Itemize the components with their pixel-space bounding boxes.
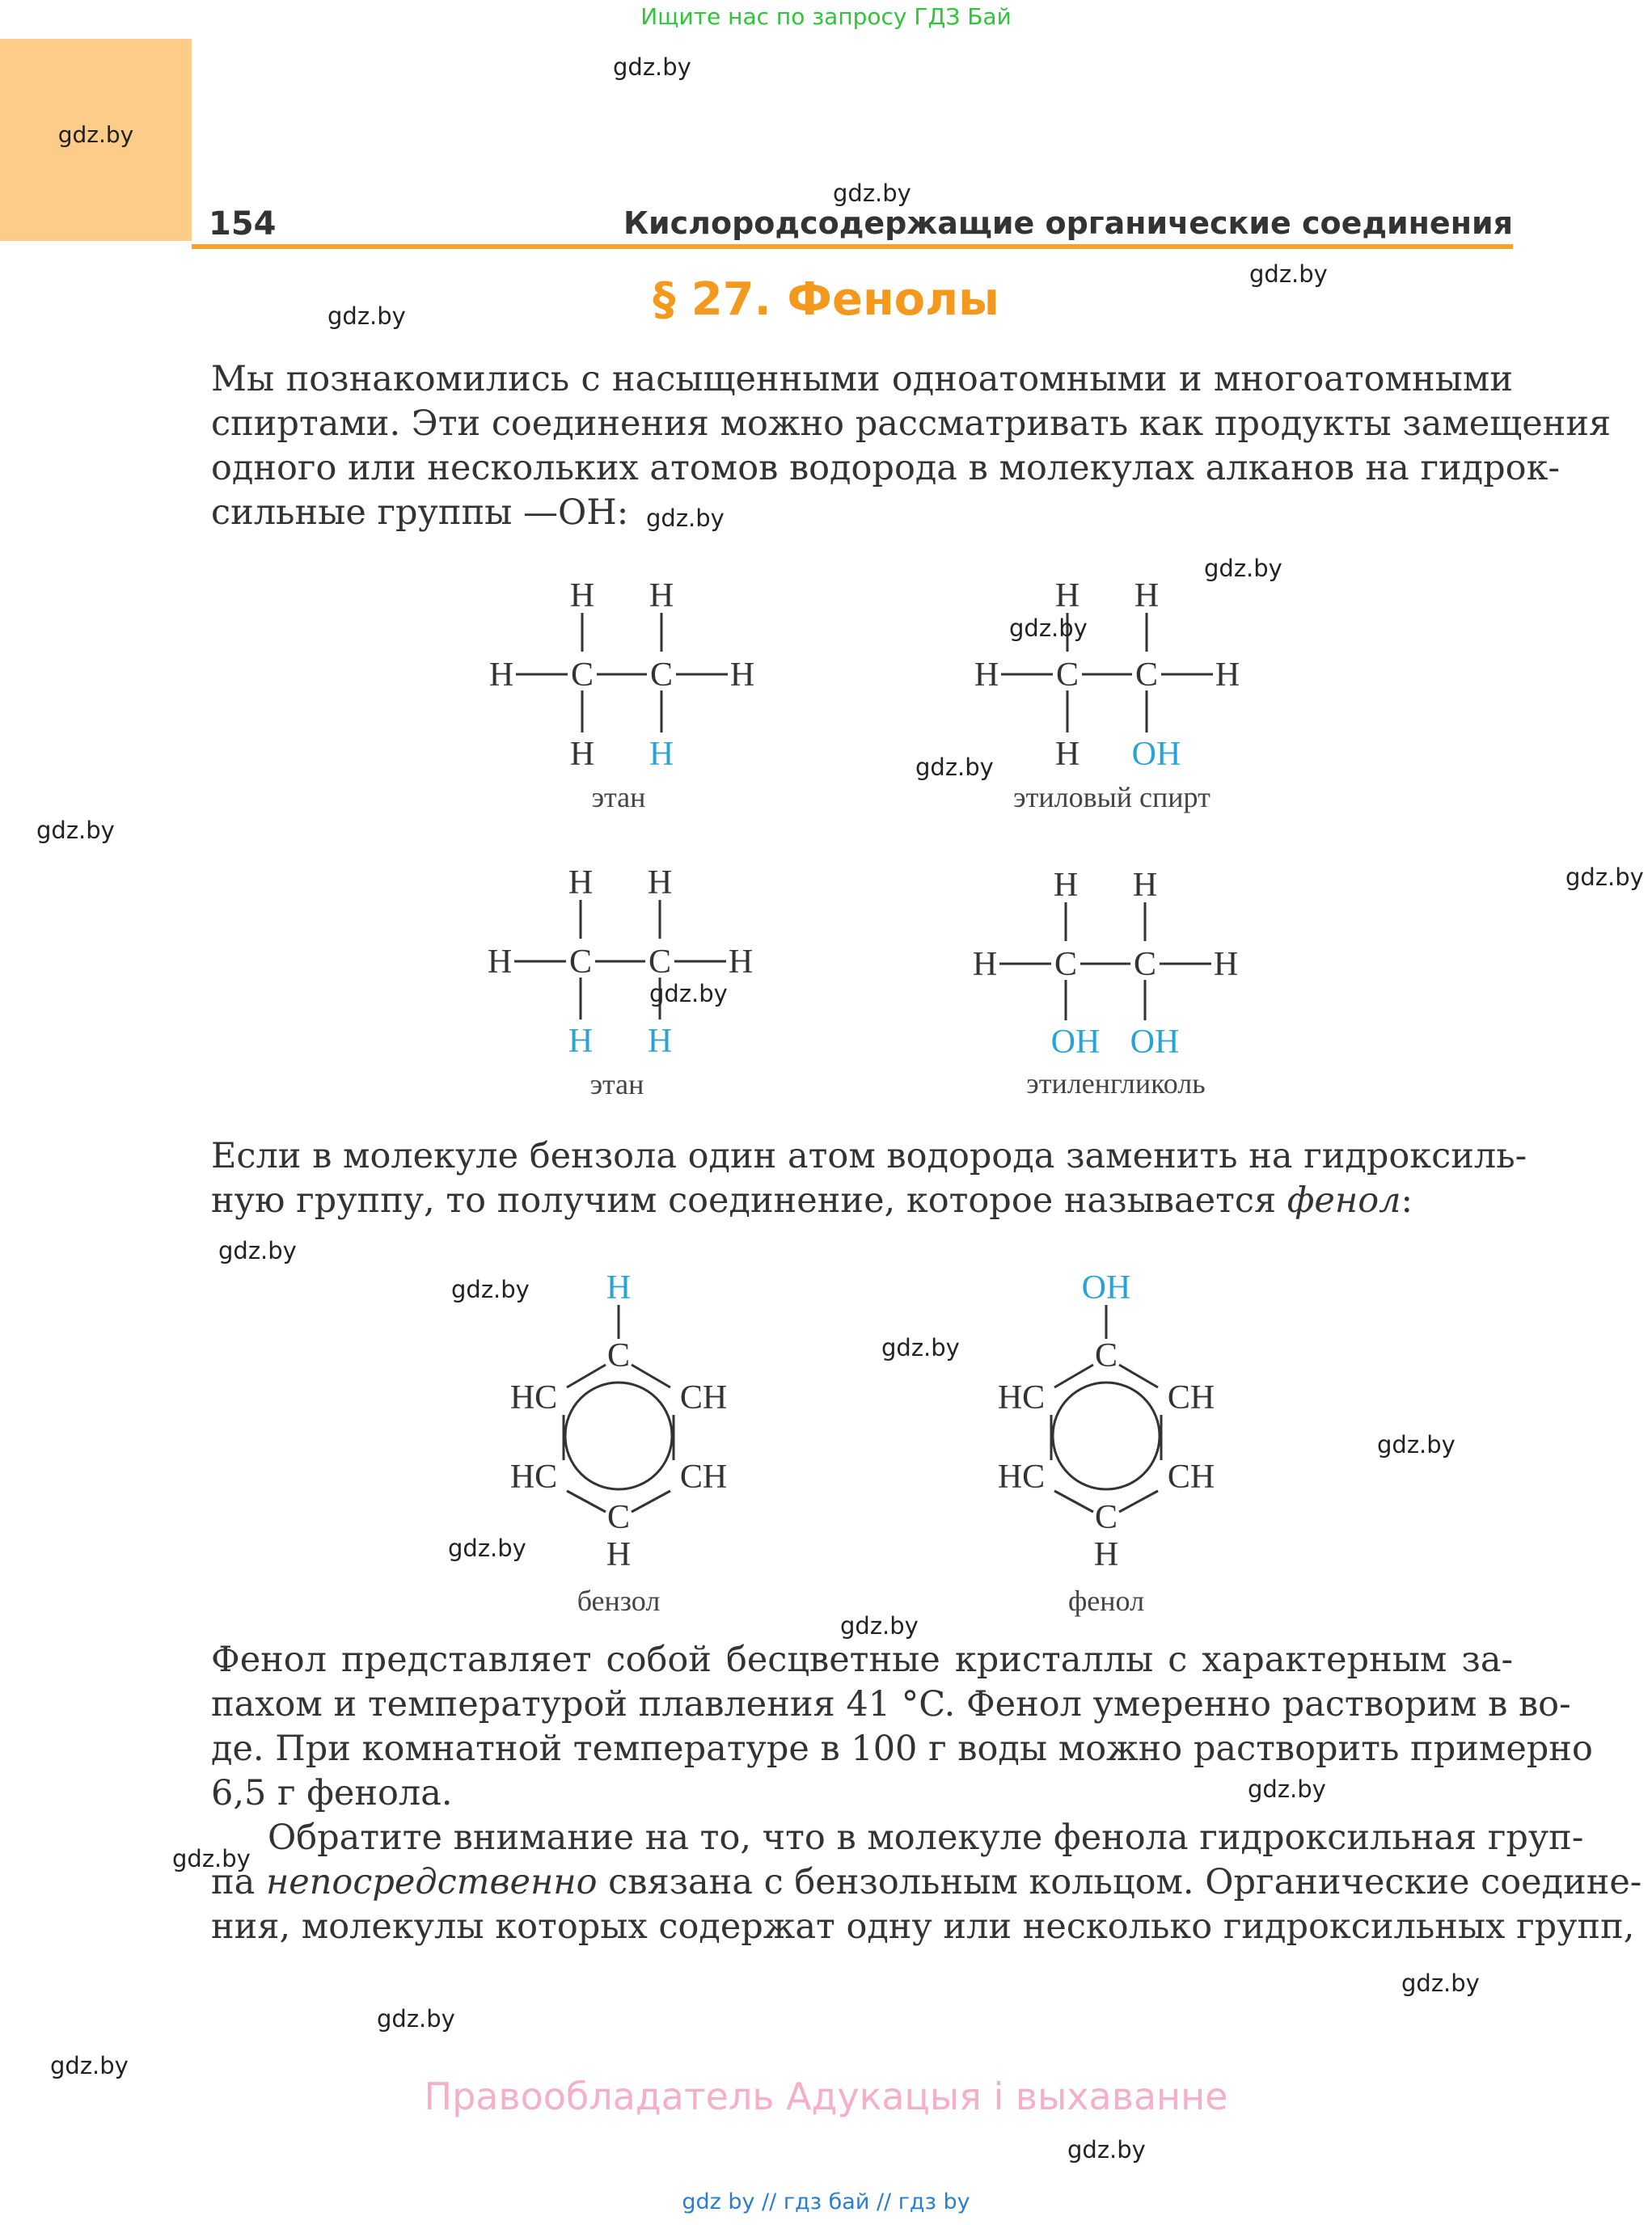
atom-c: C [606,1499,631,1536]
ethane-structure-1 [477,566,768,817]
watermark: gdz.by [50,2052,129,2079]
watermark: gdz.by [646,505,725,532]
text-segment: : [1401,1180,1413,1221]
watermark: gdz.by [1401,1970,1480,1997]
watermark: gdz.by [172,1845,251,1872]
atom-h: H [1132,867,1158,904]
atom-h: H [1215,657,1240,694]
group-ch: CH [1167,1459,1215,1496]
atom-h: H [569,577,595,614]
atom-c: C [1134,657,1159,694]
phenol-structure [985,1261,1227,1617]
atom-h: H [729,657,755,694]
watermark: gdz.by [915,754,994,781]
corner-watermark: gdz.by [57,121,134,148]
atom-c: C [568,944,593,981]
watermark: gdz.by [1204,555,1282,582]
watermark: gdz.by [840,1612,919,1640]
group-hc: HC [509,1459,558,1496]
text-segment: па [211,1862,266,1902]
group-oh: OH [1131,736,1181,773]
text-line [211,1179,1513,1223]
atom-h: H [647,864,673,901]
atom-h: H [649,577,674,614]
atom-c: C [1094,1499,1118,1536]
atom-h: H [569,736,595,773]
caption-ethanol: этиловый спирт [1013,781,1210,813]
bottom-links[interactable]: gdz by // гдз бай // гдз by [682,2189,970,2214]
atom-h: H [1213,946,1239,983]
watermark: gdz.by [649,980,728,1007]
group-ch: CH [679,1379,728,1416]
text-line: сильные группы —OH: [211,492,629,533]
atom-c: C [1133,946,1157,983]
caption-phenol: фенол [1067,1585,1145,1617]
ethylene-glycol-structure [961,855,1268,1106]
watermark: gdz.by [1249,260,1328,288]
watermark: gdz.by [1009,614,1088,642]
text-line: де. При комнатной температуре в 100 г воды можно растворить примерно [211,1729,1593,1769]
atom-c: C [1054,946,1078,983]
term-phenol: фенол [1287,1180,1401,1221]
atom-h-highlight: H [649,736,674,773]
atom-h: H [728,944,754,981]
watermark: gdz.by [1565,863,1644,891]
atom-h-highlight: H [606,1269,632,1307]
ethane-structure-2 [475,853,767,1104]
text-segment: ную группу, то получим соединение, которое называется [211,1180,1287,1221]
paragraph-intro [211,357,1612,535]
text-line: Если в молекуле бензола один атом водорода заменить на гидроксиль- [211,1136,1527,1176]
watermark: gdz.by [833,179,911,207]
running-title: Кислородсодержащие органические соединения [623,205,1513,241]
copyright-footer: Правообладатель Адукацыя і выхаванне [424,2075,1228,2118]
caption-ethylene-glycol: этиленгликоль [1026,1067,1206,1100]
group-ch: CH [1167,1379,1215,1416]
text-line: ния, молекулы которых содержат одну или несколько гидроксильных групп, [211,1906,1635,1947]
watermark: gdz.by [613,53,691,81]
atom-h: H [972,946,998,983]
text-line: 6,5 г фенола. [211,1773,453,1813]
atom-c: C [606,1337,631,1374]
caption-ethane: этан [589,1068,644,1100]
watermark: gdz.by [36,817,115,844]
atom-h: H [1054,736,1080,773]
text-line: пахом и температурой плавления 41 °C. Фенол умеренно растворим в во- [211,1684,1571,1725]
watermark: gdz.by [1248,1775,1326,1803]
atom-h: H [974,657,999,694]
atom-h: H [487,944,513,981]
page-number: 154 [209,205,277,243]
atom-c: C [649,657,674,694]
atom-h: H [1054,577,1080,614]
watermark: gdz.by [1067,2136,1146,2164]
atom-h: H [568,864,594,901]
text-line: Обратите внимание на то, что в молекуле фенола гидроксильная груп- [268,1818,1584,1858]
caption-ethane: этан [591,781,646,813]
group-hc: HC [997,1379,1046,1416]
watermark: gdz.by [448,1535,526,1562]
group-oh: OH [1081,1269,1131,1307]
top-banner[interactable]: Ищите нас по запросу ГДЗ Бай [640,3,1012,30]
caption-benzene: бензол [577,1585,661,1617]
watermark: gdz.by [218,1237,297,1264]
atom-c: C [1094,1337,1118,1374]
paragraph-benzene [211,1134,1527,1223]
text-line: одного или нескольких атомов водорода в молекулах алканов на гидрок- [211,448,1560,488]
text-segment: связана с бензольным кольцом. Органические соедине- [597,1862,1642,1902]
watermark: gdz.by [1377,1431,1456,1459]
watermark: gdz.by [451,1276,530,1303]
section-title: § 27. Фенолы [653,273,999,326]
header-rule [192,244,1513,249]
atom-h: H [1093,1536,1119,1573]
term-directly: непосредственно [265,1862,598,1902]
ethanol-structure [962,566,1270,817]
text-line: Фенол представляет собой бесцветные кристаллы с характерным за- [211,1640,1513,1680]
atom-c: C [1055,657,1080,694]
atom-c: C [570,657,594,694]
atom-h: H [1053,867,1079,904]
benzene-structure [497,1261,740,1617]
watermark: gdz.by [377,2005,455,2033]
atom-h-highlight: H [568,1023,594,1060]
group-oh: OH [1050,1024,1101,1061]
paragraph-note [211,1816,1642,1949]
group-ch: CH [679,1459,728,1496]
atom-h: H [488,657,514,694]
watermark: gdz.by [881,1334,960,1362]
text-line [211,1860,1642,1905]
atom-h: H [606,1536,632,1573]
group-hc: HC [509,1379,558,1416]
group-oh: OH [1130,1024,1180,1061]
text-line: Мы познакомились с насыщенными одноатомными и многоатомными [211,359,1513,399]
group-hc: HC [997,1459,1046,1496]
atom-c: C [648,944,672,981]
text-line: спиртами. Эти соединения можно рассматривать как продукты замещения [211,403,1612,444]
atom-h-highlight: H [647,1023,673,1060]
watermark: gdz.by [327,302,406,330]
atom-h: H [1134,577,1160,614]
